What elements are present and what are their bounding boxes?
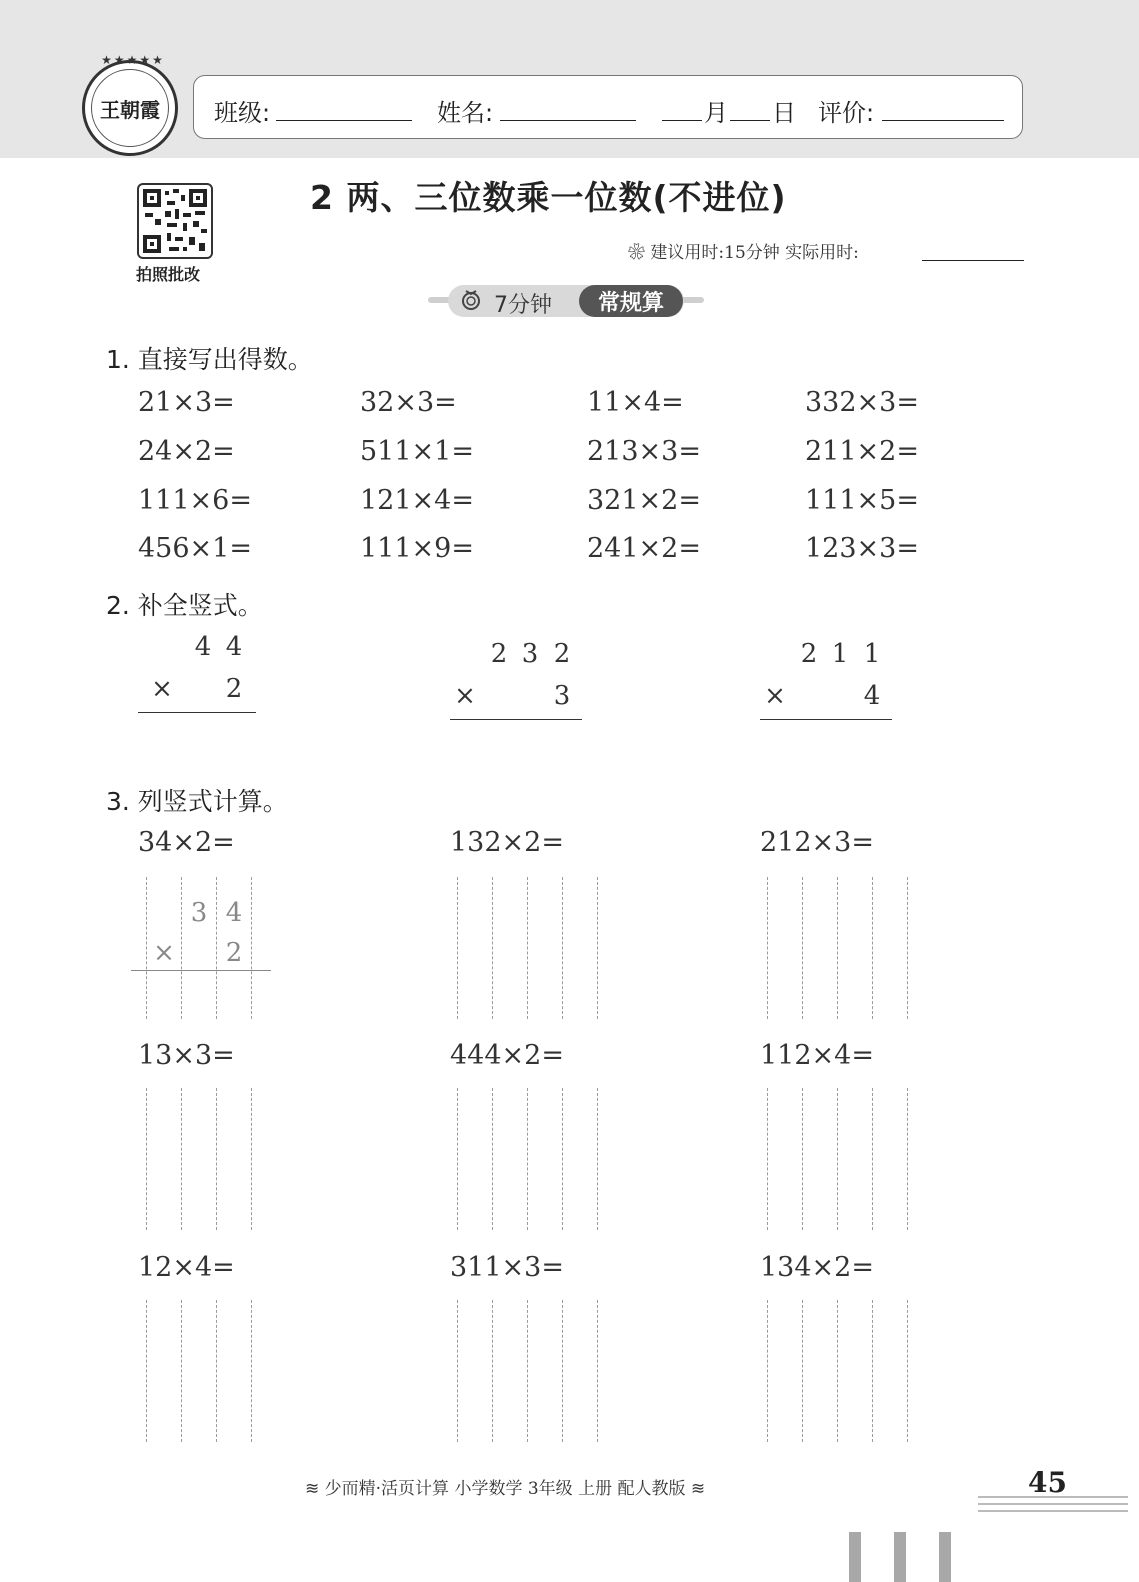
grid-guide: [251, 877, 252, 1019]
s1-problem: 332×3=: [805, 387, 919, 418]
s2-digit: 3: [553, 681, 571, 711]
s2-digit: 2: [553, 639, 571, 669]
wave-decoration: [978, 1510, 1128, 1512]
s2-answer-line: [450, 719, 582, 720]
s1-problem: 111×5=: [805, 485, 919, 516]
grid-guide: [907, 1300, 908, 1442]
grid-guide: [907, 877, 908, 1019]
grid-guide: [562, 1300, 563, 1442]
rating-label: 评价:: [818, 99, 875, 127]
month-field[interactable]: [662, 120, 702, 121]
day-field[interactable]: [730, 120, 770, 121]
student-info-box: [193, 75, 1023, 139]
s2-digit: 1: [831, 639, 849, 669]
example-answer-line: [131, 970, 271, 971]
s3-problem: 212×3=: [760, 827, 874, 858]
grid-guide: [146, 877, 147, 1019]
s2-times-sign: ×: [764, 681, 786, 711]
grid-guide: [802, 877, 803, 1019]
grid-guide: [146, 1088, 147, 1230]
s1-problem: 21×3=: [138, 387, 235, 418]
s1-problem: 511×1=: [360, 436, 474, 467]
section3-heading: 3. 列竖式计算。: [106, 787, 288, 816]
grid-guide: [527, 1088, 528, 1230]
grid-guide: [527, 877, 528, 1019]
brand-logo: [82, 53, 178, 156]
grid-guide: [146, 1300, 147, 1442]
example-digit: 2: [225, 938, 243, 968]
section1-heading: 1. 直接写出得数。: [106, 345, 313, 374]
s2-digit: 4: [225, 632, 243, 662]
class-field[interactable]: [276, 120, 412, 121]
s3-problem: 13×3=: [138, 1040, 235, 1071]
grid-guide: [767, 1088, 768, 1230]
example-digit: 3: [190, 898, 208, 928]
edge-tab: [939, 1532, 951, 1582]
name-label: 姓名:: [437, 99, 494, 127]
grid-guide: [527, 1300, 528, 1442]
grid-guide: [597, 1300, 598, 1442]
s3-problem: 12×4=: [138, 1252, 235, 1283]
edge-tab: [894, 1532, 906, 1582]
grid-guide: [216, 1088, 217, 1230]
s2-times-sign: ×: [151, 674, 173, 704]
example-times-sign: ×: [153, 938, 175, 968]
footer-text: ≋ 少而精·活页计算 小学数学 3年级 上册 配人教版 ≋: [305, 1479, 706, 1499]
grid-guide: [802, 1088, 803, 1230]
month-label: 月: [704, 99, 728, 127]
s3-problem: 311×3=: [450, 1252, 564, 1283]
s2-digit: 4: [194, 632, 212, 662]
grid-guide: [181, 1300, 182, 1442]
grid-guide: [457, 877, 458, 1019]
grid-guide: [457, 1300, 458, 1442]
grid-guide: [492, 1088, 493, 1230]
s2-digit: 4: [863, 681, 881, 711]
grid-guide: [492, 1300, 493, 1442]
s1-problem: 111×6=: [138, 485, 252, 516]
qr-label: 拍照批改: [136, 265, 201, 284]
wave-decoration: [978, 1496, 1128, 1498]
s2-digit: 2: [800, 639, 818, 669]
grid-guide: [767, 877, 768, 1019]
page-number: 45: [1028, 1466, 1067, 1499]
s3-problem: 112×4=: [760, 1040, 874, 1071]
s2-digit: 2: [225, 674, 243, 704]
grid-guide: [251, 1300, 252, 1442]
s3-problem: 134×2=: [760, 1252, 874, 1283]
edge-tab: [849, 1532, 861, 1582]
page-title: 2 两、三位数乘一位数(不进位): [310, 178, 787, 217]
grid-guide: [216, 877, 217, 1019]
s1-problem: 32×3=: [360, 387, 457, 418]
medal-icon: [460, 289, 482, 311]
s1-problem: 121×4=: [360, 485, 474, 516]
pill-time: 7分钟: [494, 293, 552, 318]
grid-guide: [597, 1088, 598, 1230]
s1-problem: 111×9=: [360, 533, 474, 564]
name-field[interactable]: [500, 120, 636, 121]
grid-guide: [181, 1088, 182, 1230]
grid-guide: [837, 877, 838, 1019]
s2-digit: 1: [863, 639, 881, 669]
grid-guide: [251, 1088, 252, 1230]
s2-times-sign: ×: [454, 681, 476, 711]
grid-guide: [562, 1088, 563, 1230]
rating-field[interactable]: [882, 120, 1004, 121]
grid-guide: [802, 1300, 803, 1442]
day-label: 日: [772, 99, 796, 127]
s1-problem: 241×2=: [587, 533, 701, 564]
s2-answer-line: [138, 712, 256, 713]
wave-decoration: [978, 1503, 1128, 1505]
pill-tag: 常规算: [579, 285, 683, 317]
qr-code-icon: [139, 185, 211, 257]
s1-problem: 213×3=: [587, 436, 701, 467]
grid-guide: [907, 1088, 908, 1230]
actual-time-field[interactable]: [922, 260, 1024, 261]
s2-digit: 3: [521, 639, 539, 669]
grid-guide: [492, 877, 493, 1019]
s3-problem: 444×2=: [450, 1040, 564, 1071]
grid-guide: [181, 877, 182, 1019]
time-hint: ❀ 建议用时:15分钟 实际用时:: [628, 243, 859, 263]
s2-answer-line: [760, 719, 892, 720]
grid-guide: [872, 1300, 873, 1442]
grid-guide: [457, 1088, 458, 1230]
grid-guide: [837, 1300, 838, 1442]
qr-code[interactable]: [137, 183, 213, 259]
s1-problem: 11×4=: [587, 387, 684, 418]
s1-problem: 123×3=: [805, 533, 919, 564]
example-digit: 4: [225, 898, 243, 928]
s1-problem: 24×2=: [138, 436, 235, 467]
s3-problem: 132×2=: [450, 827, 564, 858]
grid-guide: [837, 1088, 838, 1230]
s2-digit: 2: [490, 639, 508, 669]
grid-guide: [562, 877, 563, 1019]
section2-heading: 2. 补全竖式。: [106, 591, 263, 620]
grid-guide: [597, 877, 598, 1019]
grid-guide: [872, 877, 873, 1019]
grid-guide: [767, 1300, 768, 1442]
stars-decoration: ★★★★★: [101, 53, 165, 67]
s1-problem: 211×2=: [805, 436, 919, 467]
s3-problem: 34×2=: [138, 827, 235, 858]
s1-problem: 321×2=: [587, 485, 701, 516]
logo-text: 王朝霞: [91, 69, 169, 147]
grid-guide: [216, 1300, 217, 1442]
s1-problem: 456×1=: [138, 533, 252, 564]
grid-guide: [872, 1088, 873, 1230]
class-label: 班级:: [214, 99, 271, 127]
